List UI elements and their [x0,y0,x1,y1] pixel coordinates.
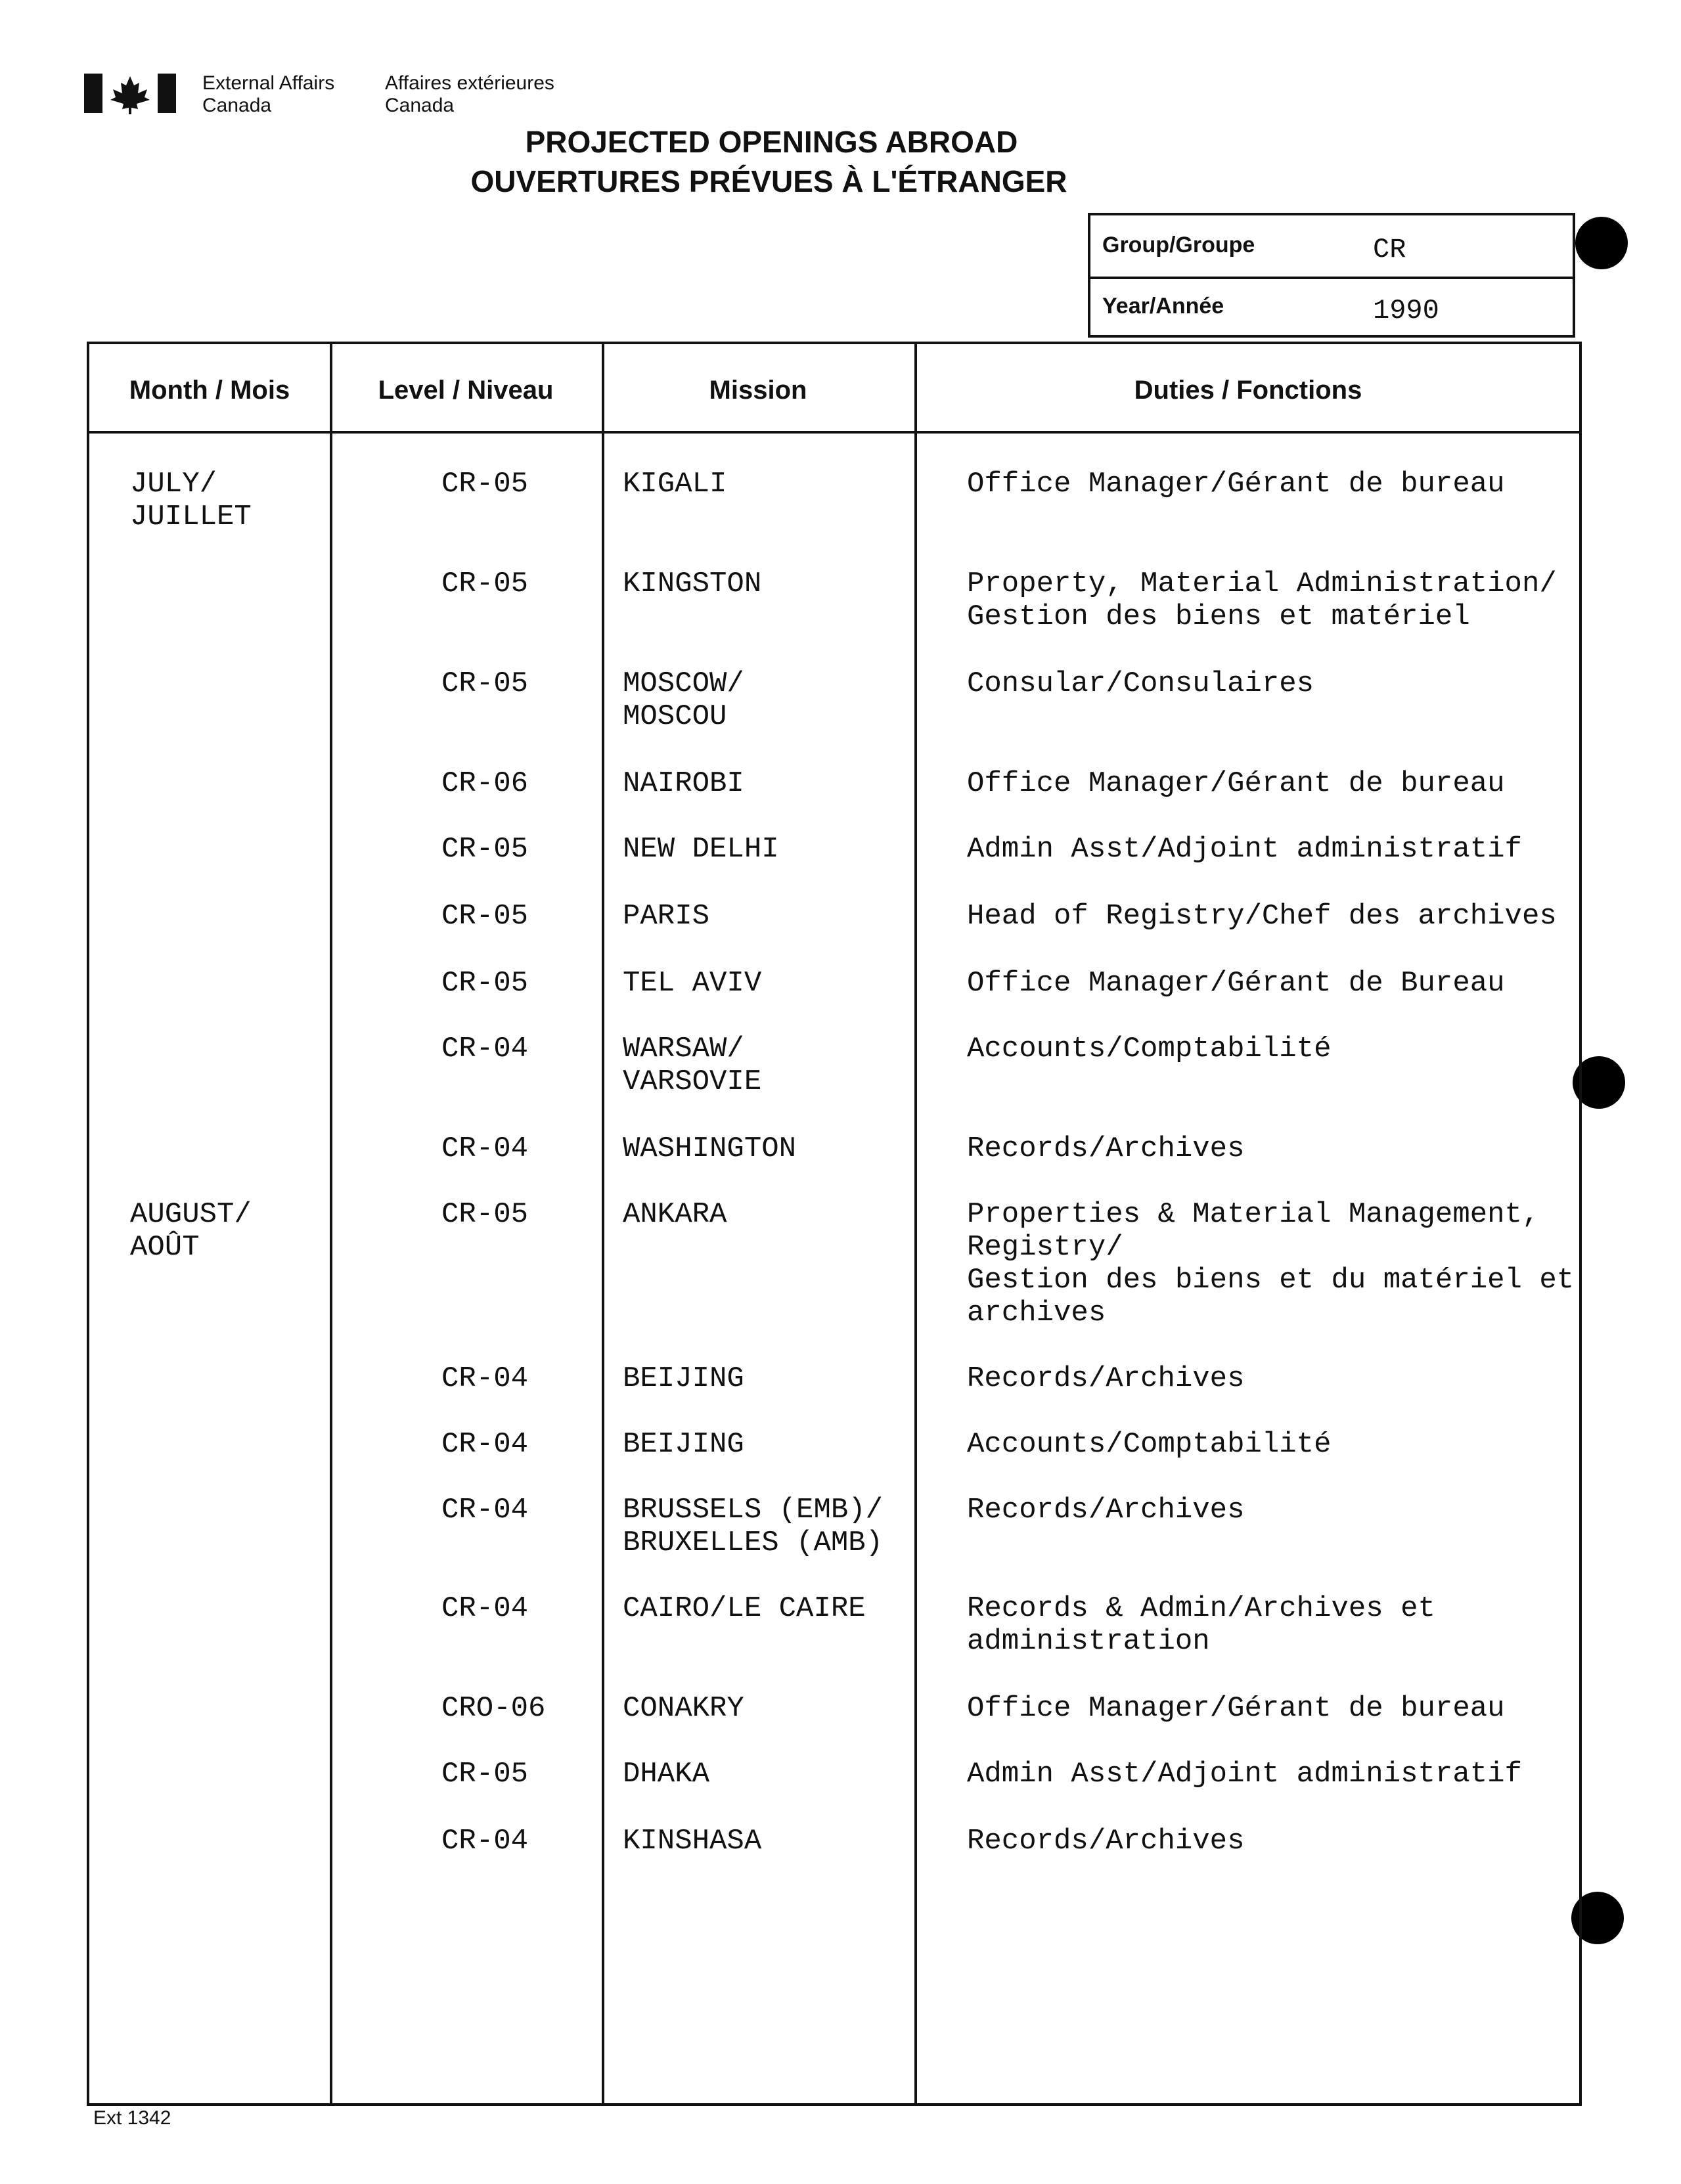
mission-cell: WASHINGTON [623,1132,797,1165]
level-cell: CR-05 [441,568,529,600]
header-mission: Mission [709,376,807,405]
level-cell: CR-04 [441,1592,529,1625]
mission-cell: BRUSSELS (EMB)/ BRUXELLES (AMB) [623,1494,884,1559]
duties-cell: Records & Admin/Archives et administration [967,1592,1435,1658]
level-cell: CR-05 [441,967,529,1000]
mission-cell: KINGSTON [623,568,762,600]
duties-cell: Office Manager/Gérant de bureau [967,767,1505,800]
mission-cell: PARIS [623,900,710,933]
duties-cell: Office Manager/Gérant de bureau [967,468,1505,501]
duties-cell: Admin Asst/Adjoint administratif [967,1758,1522,1791]
year-label: Year/Année [1102,294,1224,319]
year-value: 1990 [1373,295,1439,326]
duties-cell: Records/Archives [967,1362,1245,1395]
mission-cell: BEIJING [623,1428,744,1461]
title-en: PROJECTED OPENINGS ABROAD [525,125,1018,159]
mission-cell: NEW DELHI [623,833,779,866]
mission-cell: WARSAW/ VARSOVIE [623,1033,762,1098]
header-level: Level / Niveau [378,376,554,405]
punch-hole [1575,217,1628,269]
month-cell: JULY/ JUILLET [130,468,252,533]
duties-cell: Property, Material Administration/ Gestion des biens et matériel [967,568,1557,633]
level-cell: CR-04 [441,1132,529,1165]
duties-cell: Office Manager/Gérant de bureau [967,1692,1505,1725]
openings-table [87,342,1582,2106]
column-divider [330,344,332,2103]
level-cell: CR-04 [441,1362,529,1395]
canada-flag-icon [84,71,176,116]
duties-cell: Consular/Consulaires [967,667,1314,700]
duties-cell: Properties & Material Management, Registry/ Gestion des biens et du matériel et archives [967,1198,1575,1329]
level-cell: CR-04 [441,1033,529,1065]
level-cell: CR-05 [441,1758,529,1791]
column-divider [914,344,917,2103]
mission-cell: KIGALI [623,468,727,501]
level-cell: CR-06 [441,767,529,800]
column-divider [602,344,604,2103]
level-cell: CR-04 [441,1825,529,1858]
title-fr: OUVERTURES PRÉVUES À L'ÉTRANGER [470,164,1067,198]
mission-cell: CAIRO/LE CAIRE [623,1592,866,1625]
department-name-en: External Affairs Canada [202,72,335,116]
level-cell: CR-04 [441,1494,529,1527]
header-month: Month / Mois [129,376,290,405]
month-cell: AUGUST/ AOÛT [130,1198,252,1264]
level-cell: CR-05 [441,1198,529,1231]
mission-cell: MOSCOW/ MOSCOU [623,667,744,733]
mission-cell: DHAKA [623,1758,710,1791]
duties-cell: Records/Archives [967,1494,1245,1527]
group-year-box [1088,213,1575,338]
group-row [1090,215,1573,279]
level-cell: CR-05 [441,468,529,501]
duties-cell: Admin Asst/Adjoint administratif [967,833,1522,866]
mission-cell: KINSHASA [623,1825,762,1858]
level-cell: CR-05 [441,667,529,700]
mission-cell: NAIROBI [623,767,744,800]
group-label: Group/Groupe [1102,233,1255,257]
duties-cell: Accounts/Comptabilité [967,1428,1332,1461]
header-duties: Duties / Fonctions [1134,376,1362,405]
header-divider [89,431,1579,434]
mission-cell: ANKARA [623,1198,727,1231]
duties-cell: Records/Archives [967,1825,1245,1858]
mission-cell: TEL AVIV [623,967,762,1000]
level-cell: CR-05 [441,833,529,866]
level-cell: CR-05 [441,900,529,933]
duties-cell: Office Manager/Gérant de Bureau [967,967,1505,1000]
page-title [0,122,1681,201]
mission-cell: BEIJING [623,1362,744,1395]
year-row [1090,277,1573,338]
mission-cell: CONAKRY [623,1692,744,1725]
group-value: CR [1373,234,1406,265]
form-number: Ext 1342 [93,2107,171,2129]
level-cell: CR-04 [441,1428,529,1461]
duties-cell: Accounts/Comptabilité [967,1033,1332,1065]
duties-cell: Head of Registry/Chef des archives [967,900,1557,933]
department-name-fr: Affaires extérieures Canada [385,72,554,116]
duties-cell: Records/Archives [967,1132,1245,1165]
level-cell: CRO-06 [441,1692,546,1725]
